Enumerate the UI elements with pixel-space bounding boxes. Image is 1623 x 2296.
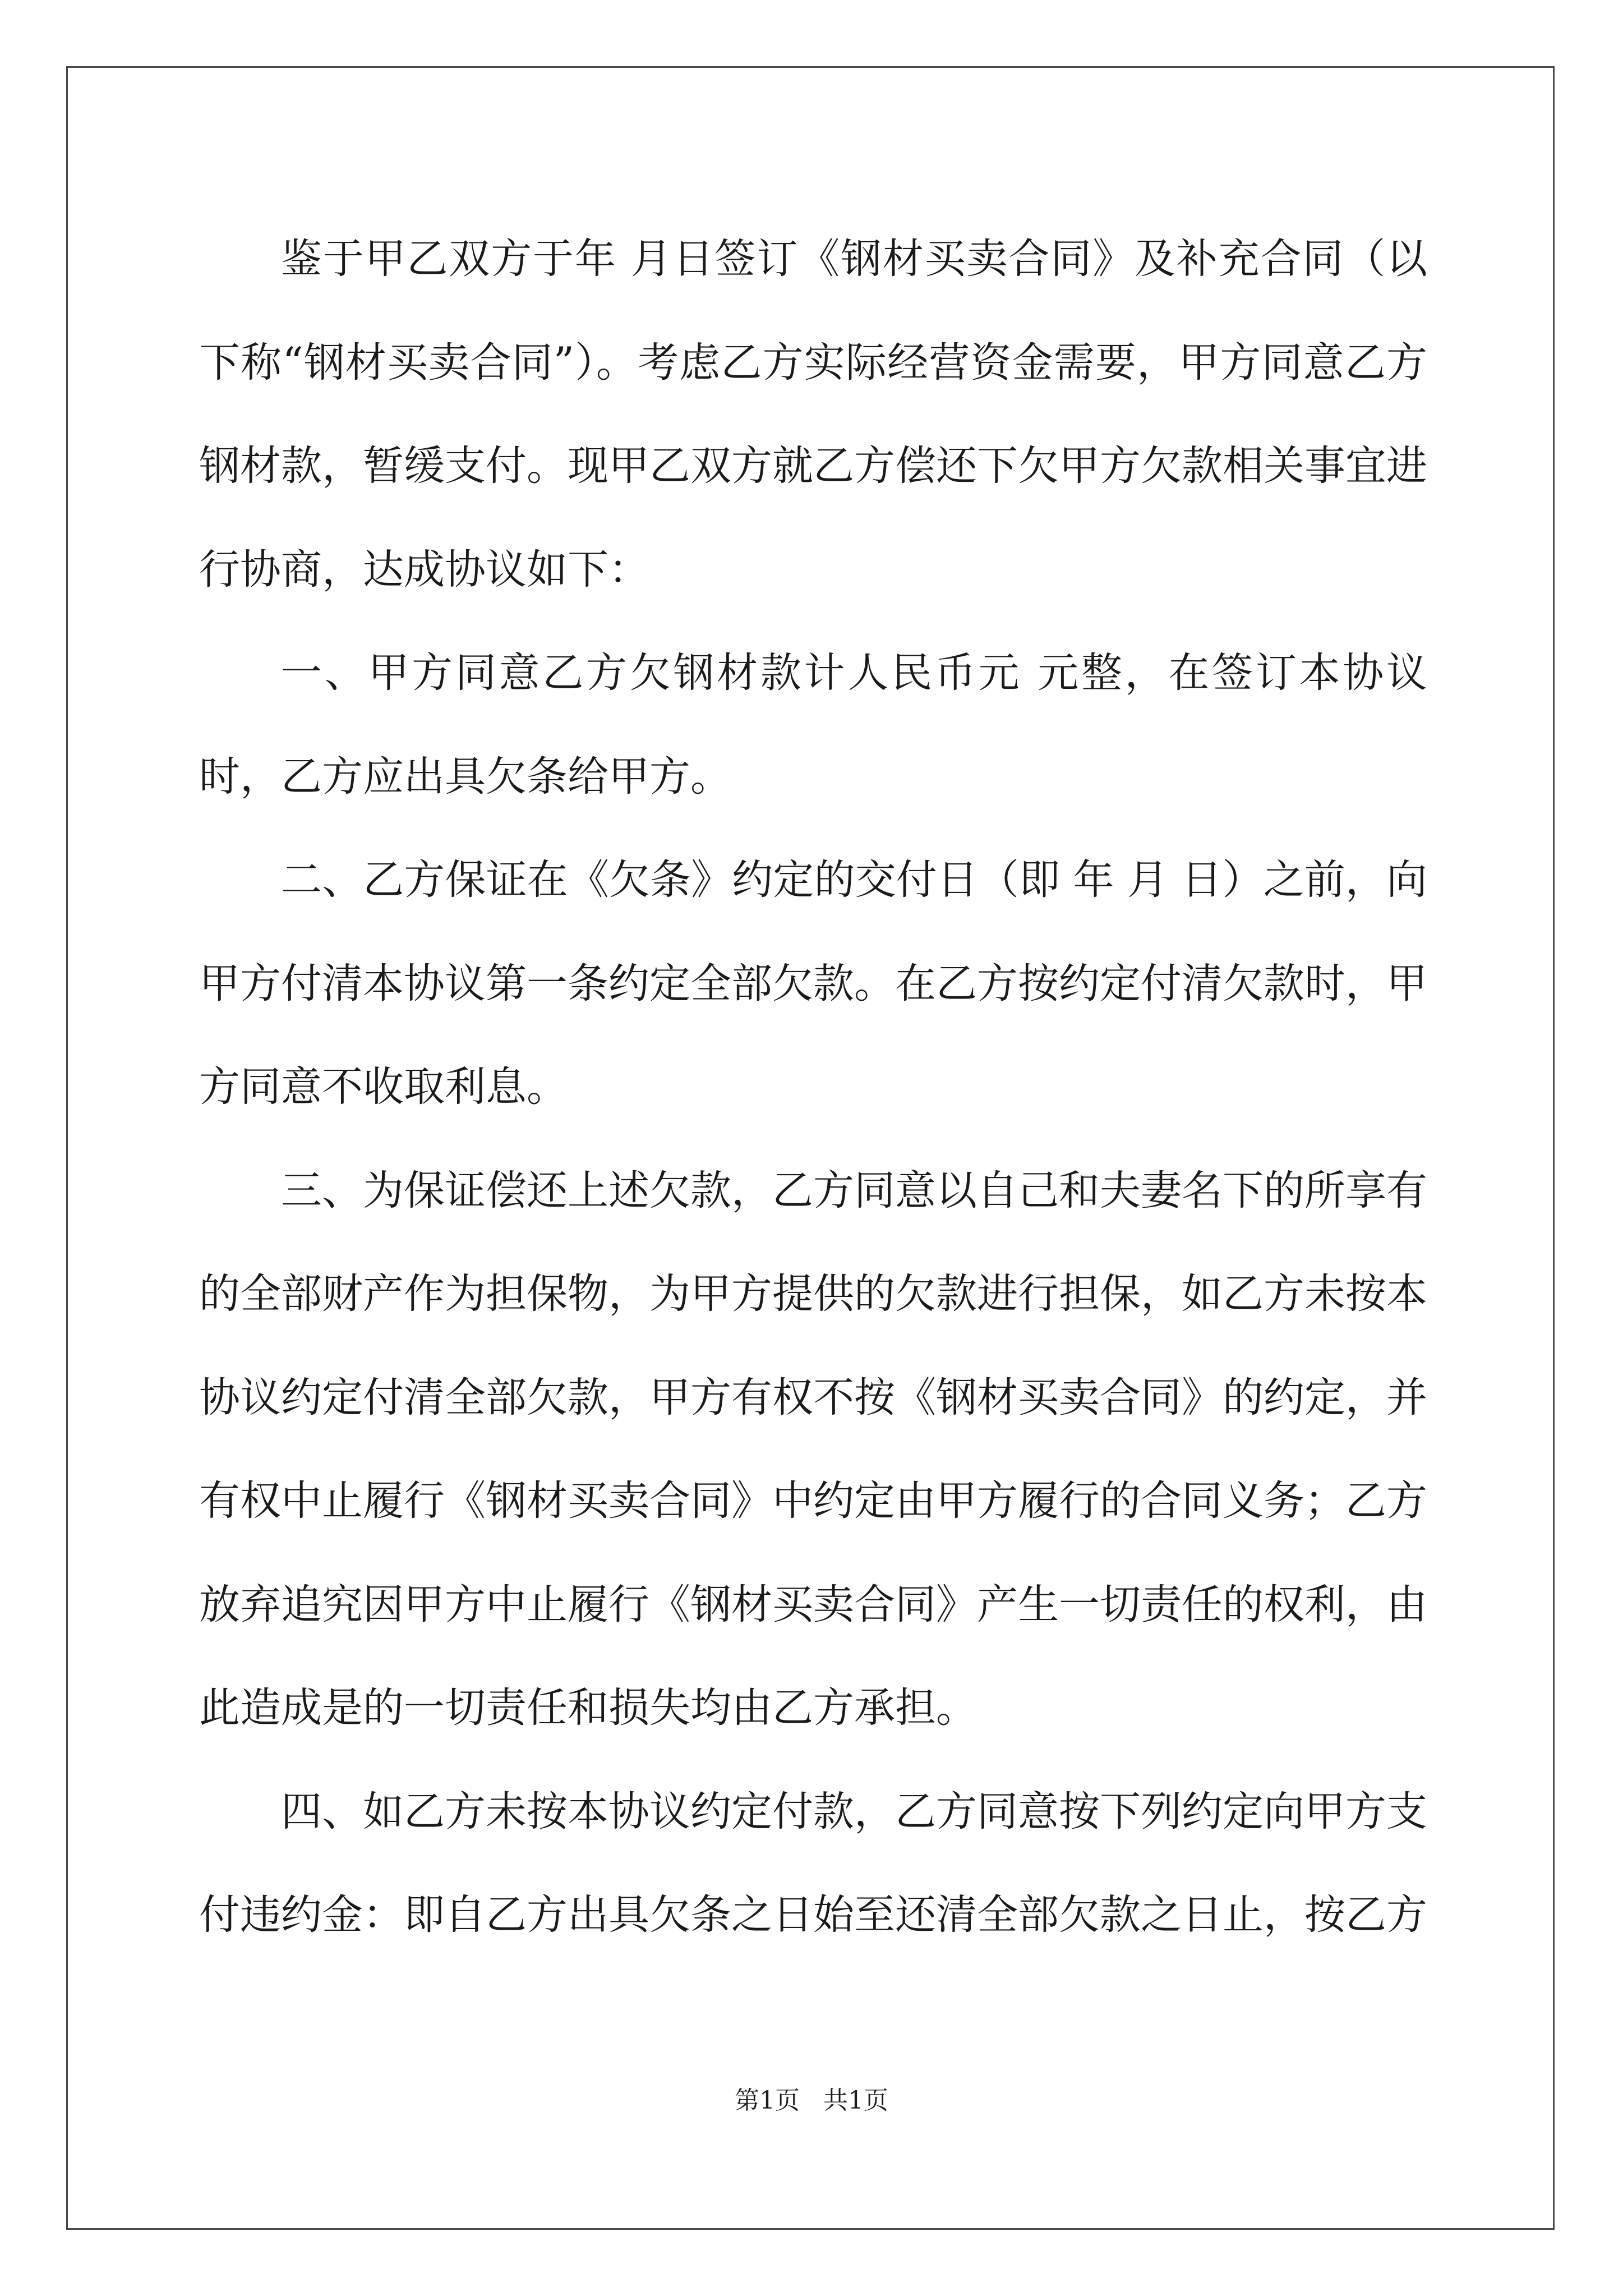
document-body xyxy=(199,208,1427,1967)
paragraph-clause-1: 一、甲方同意乙方欠钢材款计人民币元 元整，在签订本协议时，乙方应出具欠条给甲方。 xyxy=(199,649,1427,800)
paragraph-clause-3: 三、为保证偿还上述欠款，乙方同意以自己和夫妻名下的所享有的全部财产作为担保物，为甲方提供的欠款进行担保，如乙方未按本协议约定付清全部欠款，甲方有权不按《钢材买卖合同》的约定，并有权中止履行《钢材买卖合同》中约定由甲方履行的合同义务；乙方放弃追究因甲方中止履行《钢材买卖合同》产生一切责任的权利，由此造成是的一切责任和损失均由乙方承担。 xyxy=(199,1166,1427,1732)
page-number: 第1页 xyxy=(735,2086,800,2115)
page-total: 共1页 xyxy=(823,2086,888,2115)
page-footer xyxy=(0,2080,1623,2116)
paragraph-clause-2: 二、乙方保证在《欠条》约定的交付日（即 年 月 日）之前，向甲方付清本协议第一条约定全部欠款。在乙方按约定付清欠款时，甲方同意不收取利息。 xyxy=(199,856,1427,1111)
paragraph-clause-4: 四、如乙方未按本协议约定付款，乙方同意按下列约定向甲方支付违约金：即自乙方出具欠条之日始至还清全部欠款之日止，按乙方 xyxy=(199,1787,1427,1939)
paragraph-preamble: 鉴于甲乙双方于年 月日签订《钢材买卖合同》及补充合同（以下称“钢材买卖合同”）。考虑乙方实际经营资金需要，甲方同意乙方钢材款，暂缓支付。现甲乙双方就乙方偿还下欠甲方欠款相关事宜进行协商，达成协议如下： xyxy=(199,235,1427,593)
